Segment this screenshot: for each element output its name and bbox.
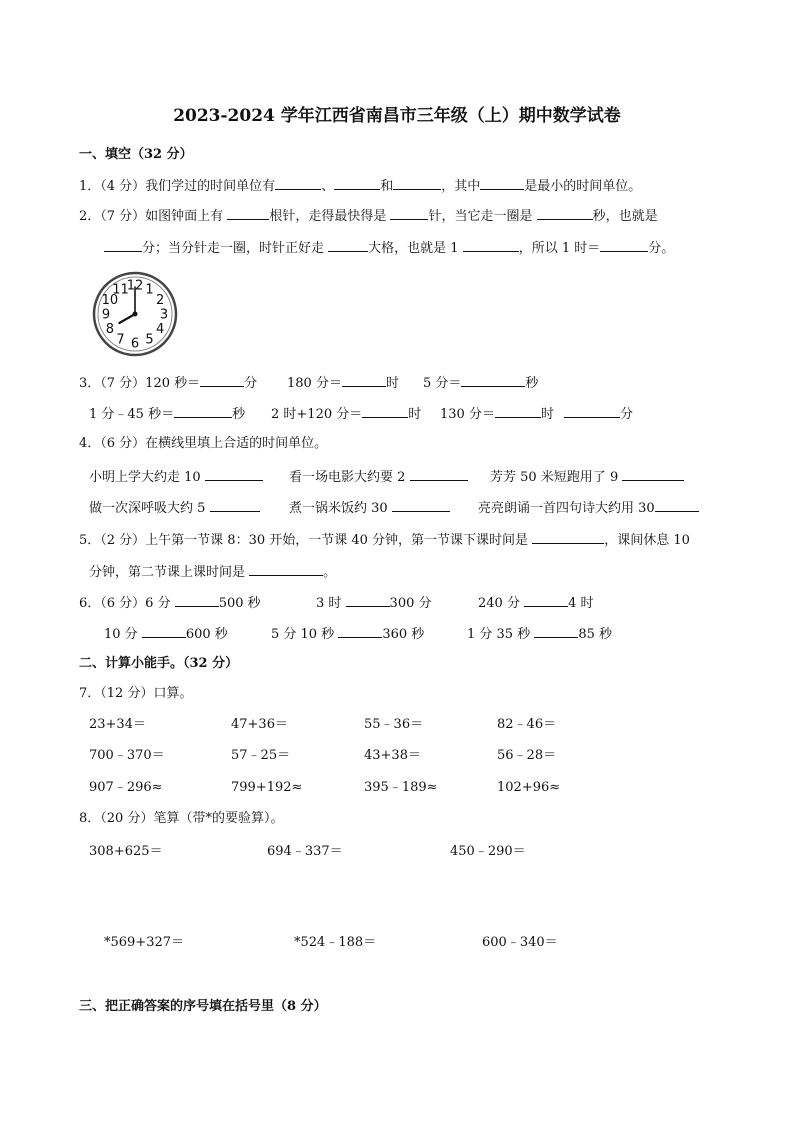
q1-text-a: 1．（4 分）我们学过的时间单位有 [79,179,276,194]
clock-numeral: 6 [130,336,140,352]
q6-text-c: 3 时 [316,596,346,611]
clock-numeral: 7 [116,332,125,348]
answer-blank[interactable] [205,468,263,481]
q2-text-b: 根针，走得最快得是 [269,209,391,224]
question-4-item-f [478,499,699,517]
clock-numeral: 9 [101,307,111,323]
question-5-line-2 [89,563,336,581]
q3-text-e: 秒 [525,376,539,391]
q5-text-d: 。 [323,565,337,580]
answer-blank[interactable] [362,405,408,418]
answer-blank[interactable] [249,563,323,576]
question-4-item-e [289,499,450,517]
q4-text-c: 芳芳 50 米短跑用了 9 [490,470,623,485]
q6-text-f: 4 时 [568,596,594,611]
question-1 [79,177,641,195]
answer-blank[interactable] [655,499,699,512]
q2-text-f: 大格，也就是 1 [368,241,463,256]
written-calc-item: 308+625＝ [89,844,163,859]
answer-blank[interactable] [174,405,232,418]
answer-blank[interactable] [461,374,525,387]
section-2-heading: 二、计算小能手。（32 分） [79,656,239,671]
answer-blank[interactable] [524,594,568,607]
answer-blank[interactable] [342,374,386,387]
q3-text-i: 时 [408,407,422,422]
answer-blank[interactable] [104,239,142,252]
q1-text-b: 、 [321,179,335,194]
q2-text-g: ，所以 1 时＝ [518,241,601,256]
q6-text-l: 85 秒 [578,627,613,642]
question-3-line-1 [79,374,257,392]
oral-calc-item: 82﹣46＝ [497,717,557,732]
q6-text-a: 6．（6 分）6 分 [79,596,175,611]
answer-blank[interactable] [338,625,382,638]
answer-blank[interactable] [210,499,260,512]
question-4-heading: 4．（6 分）在横线里填上合适的时间单位。 [79,436,328,451]
answer-blank[interactable] [390,207,428,220]
q5-text-c: 分钟，第二节课上课时间是 [89,565,250,580]
answer-blank[interactable] [334,177,380,190]
q6-text-b: 500 秒 [218,596,261,611]
q6-text-g: 10 分 [104,627,142,642]
q5-text-a: 5．（2 分）上午第一节课 8：30 开始，一节课 40 分钟，第一节课下课时间是 [79,533,533,548]
oral-calc-item: 43+38＝ [364,748,421,763]
q5-text-b: ，课间休息 10 [604,533,690,548]
question-6-item-a [79,594,261,612]
q3-text-g: 秒 [232,407,246,422]
written-calc-item: *524﹣188＝ [294,935,377,950]
answer-blank[interactable] [532,531,604,544]
clock-numeral: 5 [145,332,154,348]
oral-calc-item: 23+34＝ [89,717,146,732]
oral-calc-item: 700﹣370＝ [89,748,165,763]
question-4-item-c [490,468,684,486]
q1-text-c: 和 [380,179,394,194]
oral-calc-item: 799+192≈ [231,780,303,795]
question-6-item-k [467,625,612,643]
q3-text-a: 分 [244,376,258,391]
answer-blank[interactable] [495,405,541,418]
answer-blank[interactable] [392,499,450,512]
q2-text-a: 2．（7 分）如图钟面上有 [79,209,228,224]
clock-numeral: 8 [105,322,115,337]
answer-blank[interactable] [600,239,648,252]
answer-blank[interactable] [175,594,219,607]
answer-blank[interactable] [275,177,321,190]
question-2-line-2 [104,239,674,257]
question-6-item-e [478,594,593,612]
answer-blank[interactable] [480,177,524,190]
written-calc-item: 694﹣337＝ [267,844,343,859]
oral-calc-item: 907﹣296≈ [89,780,163,795]
clock-center [133,312,138,317]
clock-numeral: 10 [101,293,119,308]
q3-head: 3．（7 分）120 秒＝ [79,376,201,391]
q6-text-j: 360 秒 [382,627,425,642]
oral-calc-item: 57﹣25＝ [231,748,291,763]
clock-numeral: 2 [155,293,165,308]
question-7-heading: 7．（12 分）口算。 [79,686,193,701]
q3-text-b: 180 分＝ [287,376,342,391]
q3-text-f: 1 分﹣45 秒＝ [89,407,175,422]
q4-text-e: 煮一锅米饭约 30 [289,501,392,516]
oral-calc-item: 102+96≈ [497,780,561,795]
answer-blank[interactable] [410,468,468,481]
clock-numeral: 1 [145,282,154,298]
written-calc-item: 600﹣340＝ [482,935,558,950]
question-4-item-b [289,468,468,486]
q6-text-h: 600 秒 [185,627,228,642]
section-1-heading: 一、填空（32 分） [79,147,193,162]
question-6-item-c [316,594,432,612]
q4-text-a: 小明上学大约走 10 [89,470,205,485]
answer-blank[interactable] [200,374,244,387]
oral-calc-item: 55﹣36＝ [364,717,424,732]
q4-text-f: 亮亮朗诵一首四句诗大约用 30 [478,501,655,516]
q1-text-d: ，其中 [441,179,481,194]
written-calc-item: 450﹣290＝ [450,844,526,859]
question-4-item-a [89,468,263,486]
q2-text-d: 秒，也就是 [592,209,658,224]
answer-blank[interactable] [564,405,620,418]
answer-blank[interactable] [227,207,269,220]
question-4-item-d [89,499,260,517]
q3-text-c: 时 [385,376,399,391]
answer-blank[interactable] [328,239,368,252]
q3-text-h: 2 时+120 分＝ [271,407,363,422]
oral-calc-item: 395﹣189≈ [364,780,438,795]
answer-blank[interactable] [142,625,186,638]
written-calc-item: *569+327＝ [104,935,185,950]
clock-numeral: 11 [112,282,129,298]
answer-blank[interactable] [463,239,519,252]
q6-text-i: 5 分 10 秒 [271,627,339,642]
q3-text-d: 5 分＝ [423,376,462,391]
q2-text-c: 针，当它走一圈是 [428,209,537,224]
clock-numeral: 12 [126,278,144,294]
section-3-heading: 三、把正确答案的序号填在括号里（8 分） [79,999,327,1014]
question-5-line-1 [79,531,690,549]
q6-text-e: 240 分 [478,596,525,611]
question-8-heading: 8．（20 分）笔算（带*的要验算）。 [79,811,284,826]
question-3-item-d [423,374,538,392]
question-6-item-g [104,625,228,643]
answer-blank[interactable] [537,207,593,220]
q3-text-l: 分 [619,407,633,422]
q4-text-d: 做一次深呼吸大约 5 [89,501,210,516]
question-3-item-b [287,374,399,392]
q6-text-k: 1 分 35 秒 [467,627,535,642]
clock-numeral: 4 [155,322,165,337]
answer-blank[interactable] [534,625,578,638]
question-6-item-i [271,625,424,643]
question-3-item-j [440,405,633,423]
clock-image [92,271,178,357]
answer-blank[interactable] [622,468,684,481]
q3-text-k: 时 [540,407,554,422]
question-2-line-1 [79,207,658,225]
answer-blank[interactable] [346,594,390,607]
q6-text-d: 300 分 [389,596,432,611]
answer-blank[interactable] [393,177,441,190]
q1-text-e: 是最小的时间单位。 [524,179,642,194]
q4-text-b: 看一场电影大约要 2 [289,470,410,485]
question-3-item-h [271,405,421,423]
oral-calc-item: 47+36＝ [231,717,288,732]
question-3-line-2 [89,405,245,423]
page-title: 2023-2024 学年江西省南昌市三年级（上）期中数学试卷 [173,106,621,126]
q2-text-h: 分。 [648,241,675,256]
q2-text-e: 分；当分针走一圈，时针正好走 [142,241,329,256]
clock-numeral: 3 [159,307,169,323]
q3-text-j: 130 分＝ [440,407,495,422]
oral-calc-item: 56﹣28＝ [497,748,557,763]
